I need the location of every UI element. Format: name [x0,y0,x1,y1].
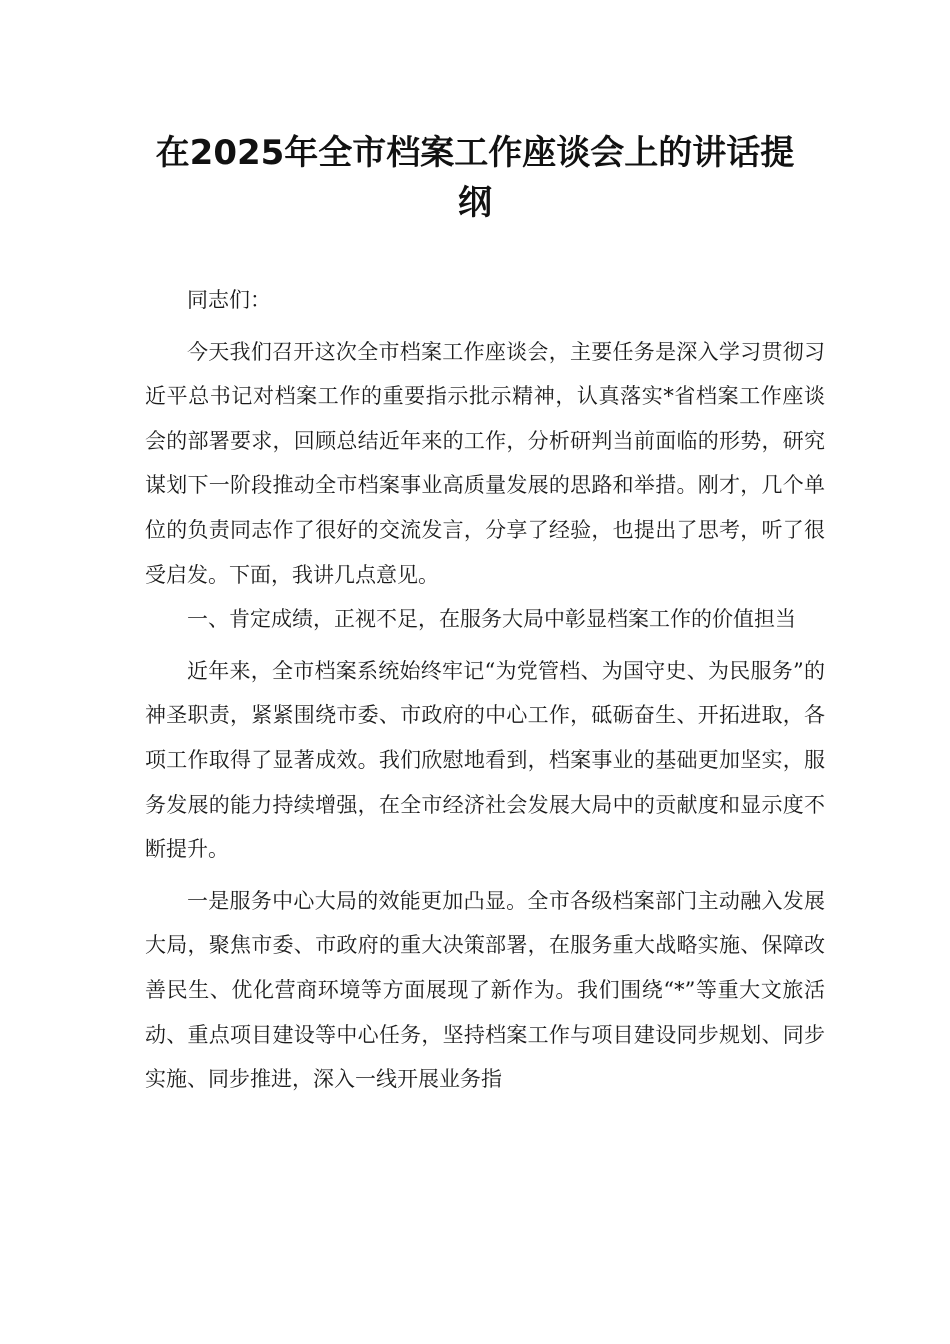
section-heading-1: 一、肯定成绩，正视不足，在服务大局中彰显档案工作的价值担当 [187,607,796,632]
greeting: 同志们： [187,288,271,312]
document-body [145,278,825,1102]
paragraph-point-1: 一是服务中心大局的效能更加凸显。全市各级档案部门主动融入发展大局，聚焦市委、市政府的重大决策部署，在服务重大战略实施、保障改善民生、优化营商环境等方面展现了新作为。我们围绕“*”等重大文旅活动、重点项目建设等中心任务，坚持档案工作与项目建设同步规划、同步实施、同步推进，深入一线开展业务指 [145,888,825,1092]
paragraph-intro: 今天我们召开这次全市档案工作座谈会，主要任务是深入学习贯彻习近平总书记对档案工作的重要指示批示精神，认真落实*省档案工作座谈会的部署要求，回顾总结近年来的工作，分析研判当前面临的形势，研究谋划下一阶段推动全市档案事业高质量发展的思路和举措。刚才，几个单位的负责同志作了很好的交流发言，分享了经验，也提出了思考，听了很受启发。下面，我讲几点意见。 [145,339,825,587]
document-title: 在2025年全市档案工作座谈会上的讲话提纲 [155,133,795,223]
paragraph-achievements: 近年来，全市档案系统始终牢记“为党管档、为国守史、为民服务”的神圣职责，紧紧围绕市委、市政府的中心工作，砥砺奋生、开拓进取，各项工作取得了显著成效。我们欣慰地看到，档案事业的基础更加坚实，服务发展的能力持续增强，在全市经济社会发展大局中的贡献度和显示度不断提升。 [145,658,825,862]
